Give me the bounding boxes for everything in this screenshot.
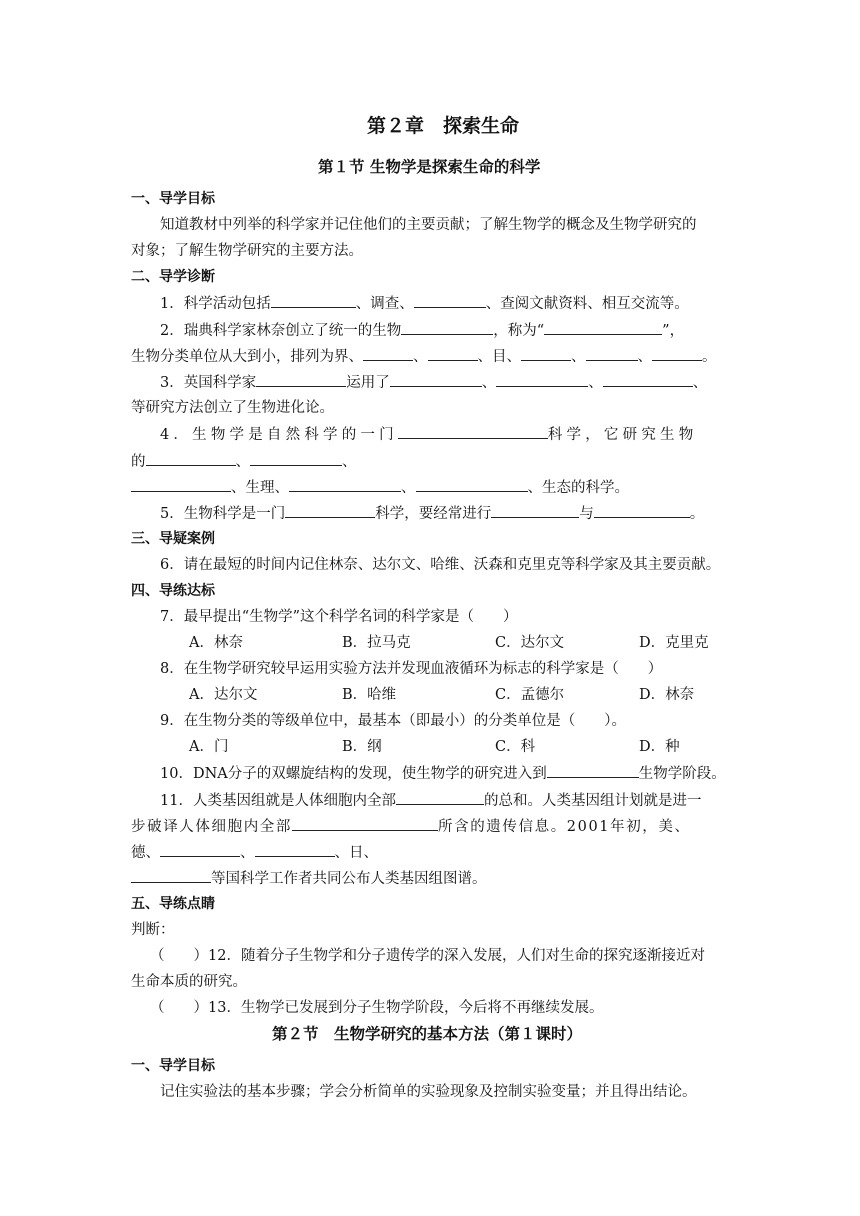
goals-text-2: 对象；了解生物学研究的主要方法。 [131, 243, 363, 259]
option-a[interactable]: A．达尔文 [189, 687, 258, 703]
answer-blank[interactable] [652, 346, 702, 361]
answer-blank[interactable] [271, 293, 356, 308]
heading-case: 三、导疑案例 [131, 531, 215, 547]
answer-blank[interactable] [544, 320, 662, 335]
heading-goals: 一、导学目标 [131, 191, 215, 207]
heading-diagnosis: 二、导学诊断 [131, 269, 215, 285]
question-7: 7．最早提出“生物学”这个科学名词的科学家是（ ） [160, 609, 518, 625]
question-2-cont: 生物分类单位从大到小，排列为界、 、 、目、 、 、 。 [131, 346, 717, 367]
option-d[interactable]: D．种 [639, 739, 680, 755]
heading-key-points: 五、导练点睛 [131, 896, 215, 912]
answer-blank[interactable] [289, 477, 401, 492]
goals-text: 记住实验法的基本步骤；学会分析简单的实验现象及控制实验变量；并且得出结论。 [160, 1084, 697, 1100]
answer-blank[interactable] [256, 372, 346, 387]
answer-blank[interactable] [586, 346, 638, 361]
chapter-title: 第２章 探索生命 [367, 115, 520, 137]
answer-blank[interactable] [428, 346, 478, 361]
option-c[interactable]: C．科 [495, 739, 536, 755]
answer-blank[interactable] [285, 503, 375, 518]
answer-blank[interactable] [160, 842, 240, 857]
question-5: 5．生物科学是一门 科学，要经常进行 与 。 [160, 503, 704, 524]
answer-blank[interactable] [401, 320, 493, 335]
answer-blank[interactable] [496, 372, 588, 387]
question-12-cont: 生命本质的研究。 [131, 974, 247, 990]
question-4-cont: 的 、 、 [131, 451, 357, 472]
answer-blank[interactable] [398, 424, 548, 439]
option-c[interactable]: C．孟德尔 [495, 687, 565, 703]
answer-blank[interactable] [547, 763, 639, 778]
answer-blank[interactable] [603, 372, 693, 387]
judge-label: 判断： [131, 922, 175, 938]
heading-practice: 四、导练达标 [131, 583, 215, 599]
answer-blank[interactable] [416, 477, 528, 492]
section-title: 第１节 生物学是探索生命的科学 [318, 158, 541, 176]
question-13: （ ）13．生物学已发展到分子生物学阶段，今后将不再继续发展。 [150, 1000, 604, 1016]
answer-blank[interactable] [131, 868, 211, 883]
question-11: 11．人类基因组就是人体细胞内全部 的总和。人类基因组计划就是进一 [160, 790, 701, 811]
question-1: 1．科学活动包括 、调查、 、查阅文献资料、相互交流等。 [160, 293, 689, 314]
question-10: 10．DNA分子的双螺旋结构的发现，使生物学的研究进入到 生物学阶段。 [160, 763, 726, 784]
answer-blank[interactable] [414, 293, 486, 308]
option-b[interactable]: B．哈维 [342, 687, 397, 703]
goals-text-1: 知道教材中列举的科学家并记住他们的主要贡献；了解生物学的概念及生物学研究的 [160, 217, 697, 233]
question-3: 3．英国科学家 运用了 、 、 、 [160, 372, 707, 393]
answer-blank[interactable] [292, 816, 438, 831]
question-11-cont2: 德、 、 、日、 [131, 842, 378, 863]
question-11-cont3: 等国科学工作者共同公布人类基因组图谱。 [131, 868, 487, 889]
section-title: 第２节 生物学研究的基本方法（第１课时） [272, 1025, 583, 1043]
answer-blank[interactable] [396, 790, 484, 805]
answer-blank[interactable] [594, 503, 690, 518]
answer-blank[interactable] [363, 346, 413, 361]
question-6: 6．请在最短的时间内记住林奈、达尔文、哈维、沃森和克里克等科学家及其主要贡献。 [160, 557, 721, 573]
question-4: 4．生物学是自然科学的一门 科学，它研究生物 [160, 424, 697, 445]
answer-blank[interactable] [491, 503, 579, 518]
option-b[interactable]: B．纲 [342, 739, 382, 755]
question-9: 9．在生物分类的等级单位中，最基本（即最小）的分类单位是（ ）。 [160, 713, 626, 729]
question-2: 2．瑞典科学家林奈创立了统一的生物 ，称为“ ”， [160, 320, 684, 341]
answer-blank[interactable] [255, 842, 335, 857]
answer-blank[interactable] [131, 477, 231, 492]
option-b[interactable]: B．拉马克 [342, 635, 411, 651]
answer-blank[interactable] [521, 346, 571, 361]
option-d[interactable]: D．克里克 [639, 635, 709, 651]
question-11-cont: 步破译人体细胞内全部 所含的遗传信息。2001年初，美、 [131, 816, 691, 837]
question-4-cont2: 、生理、 、 、生态的科学。 [131, 477, 629, 498]
answer-blank[interactable] [250, 451, 342, 466]
option-d[interactable]: D．林奈 [639, 687, 695, 703]
option-a[interactable]: A．门 [189, 739, 229, 755]
answer-blank[interactable] [390, 372, 482, 387]
option-a[interactable]: A．林奈 [189, 635, 243, 651]
question-12: （ ）12．随着分子生物学和分子遗传学的深入发展，人们对生命的探究逐渐接近对 [150, 948, 705, 964]
question-3-cont: 等研究方法创立了生物进化论。 [131, 400, 334, 416]
question-8: 8．在生物学研究较早运用实验方法并发现血液循环为标志的科学家是（ ） [160, 661, 663, 677]
heading-goals: 一、导学目标 [131, 1058, 215, 1074]
answer-blank[interactable] [146, 451, 236, 466]
option-c[interactable]: C．达尔文 [495, 635, 565, 651]
